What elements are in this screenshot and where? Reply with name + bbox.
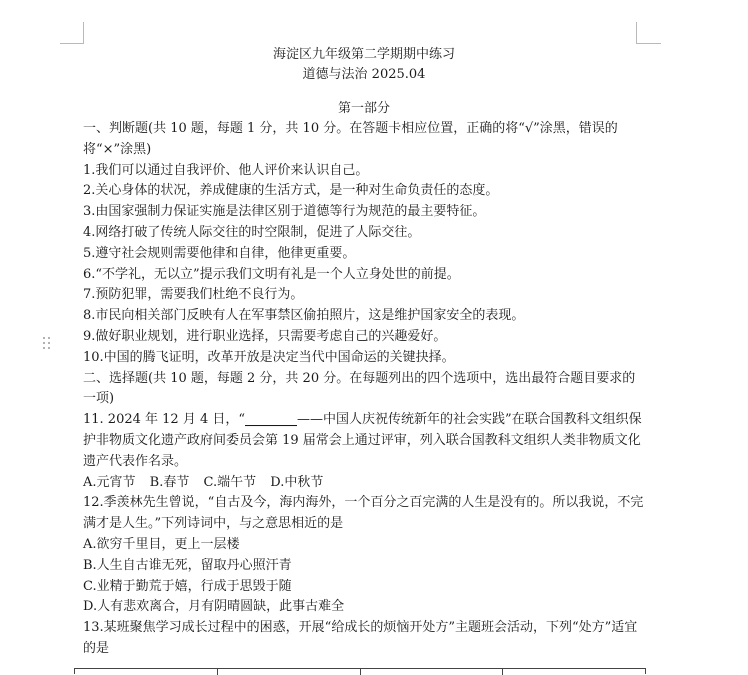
document-title: 海淀区九年级第二学期期中练习 — [272, 47, 455, 62]
q12-option-c: C.业精于勤荒于嬉，行成于思毁于随 — [83, 578, 292, 594]
judgement-item: 1.我们可以通过自我评价、他人评价来认识自己。 — [83, 162, 369, 178]
part-title: 第一部分 — [337, 101, 390, 116]
judgement-item: 3.由国家强制力保证实施是法律区别于道德等行为规范的最主要特征。 — [83, 204, 486, 220]
document-page — [83, 42, 645, 660]
judgement-item: 5.遵守社会规则需要他律和自律，他律更重要。 — [83, 245, 356, 261]
q11-prefix: 11. 2024 年 12 月 4 日，“ — [83, 412, 246, 428]
q11-blank: ________ — [245, 412, 298, 428]
judgement-item: 7.预防犯罪，需要我们杜绝不良行为。 — [83, 287, 304, 303]
q11-option-b: B.春节 — [149, 474, 190, 490]
table-column-divider — [360, 669, 361, 675]
table-column-divider — [502, 669, 503, 675]
judgement-item: 8.市民向相关部门反映有人在军事禁区偷拍照片，这是维护国家安全的表现。 — [83, 308, 525, 324]
judgement-item: 6.“不学礼，无以立”提示我们文明有礼是一个人立身处世的前提。 — [83, 266, 460, 282]
section2-heading: 二、选择题(共 10 题，每题 2 分，共 20 分。在每题列出的四个选项中，选出最符合题目要求的一项) — [83, 370, 636, 407]
question-12-stem: 12.季羡林先生曾说，“自古及今，海内海外，一个百分之百完满的人生是没有的。所以我说，不完满才是人生。”下列诗词中，与之意思相近的是 — [83, 495, 644, 532]
judgement-item: 2.关心身体的状况，养成健康的生活方式，是一种对生命负责任的态度。 — [83, 183, 499, 199]
q11-option-c: C.端午节 — [203, 474, 257, 490]
crop-mark-top-right-v — [636, 22, 637, 44]
q12-option-b: B.人生自古谁无死，留取丹心照汗青 — [83, 557, 292, 573]
q11-option-d: D.中秋节 — [270, 474, 324, 490]
judgement-item: 10.中国的腾飞证明，改革开放是决定当代中国命运的关键抉择。 — [83, 349, 455, 365]
q12-option-d: D.人有悲欢离合，月有阴晴圆缺，此事古难全 — [83, 599, 345, 615]
answer-table-top — [74, 668, 646, 674]
q12-option-a: A.欲穷千里目，更上一层楼 — [83, 536, 240, 552]
question-13-stem: 13.某班聚焦学习成长过程中的困惑，开展“给成长的烦恼开处方”主题班会活动，下列“处方”适宜的是 — [83, 620, 638, 656]
question-11-stem — [83, 410, 645, 472]
crop-mark-top-left-h — [60, 43, 84, 44]
q11-rest: ——中国人庆祝传统新年的社会实践”在联合国教科文组织保护非物质文化遗产政府间委员会第 19 届常会上通过评审，列入联合国教科文组织人类非物质文化遗产代表作名录。 — [83, 412, 642, 469]
table-column-divider — [217, 669, 218, 675]
drag-handle-icon[interactable] — [43, 337, 51, 351]
crop-mark-top-left-v — [83, 22, 84, 44]
section1-heading: 一、判断题(共 10 题，每题 1 分，共 10 分。在答题卡相应位置，正确的将“√”涂黑，错误的将“×”涂黑) — [83, 121, 618, 157]
judgement-item: 4.网络打破了传统人际交往的时空限制，促进了人际交往。 — [83, 224, 421, 240]
document-subtitle: 道德与法治 2025.04 — [302, 67, 426, 82]
q11-option-a: A.元宵节 — [83, 474, 136, 490]
judgement-item: 9.做好职业规划，进行职业选择，只需要考虑自己的兴趣爱好。 — [83, 328, 447, 344]
question-11-options — [83, 473, 645, 494]
